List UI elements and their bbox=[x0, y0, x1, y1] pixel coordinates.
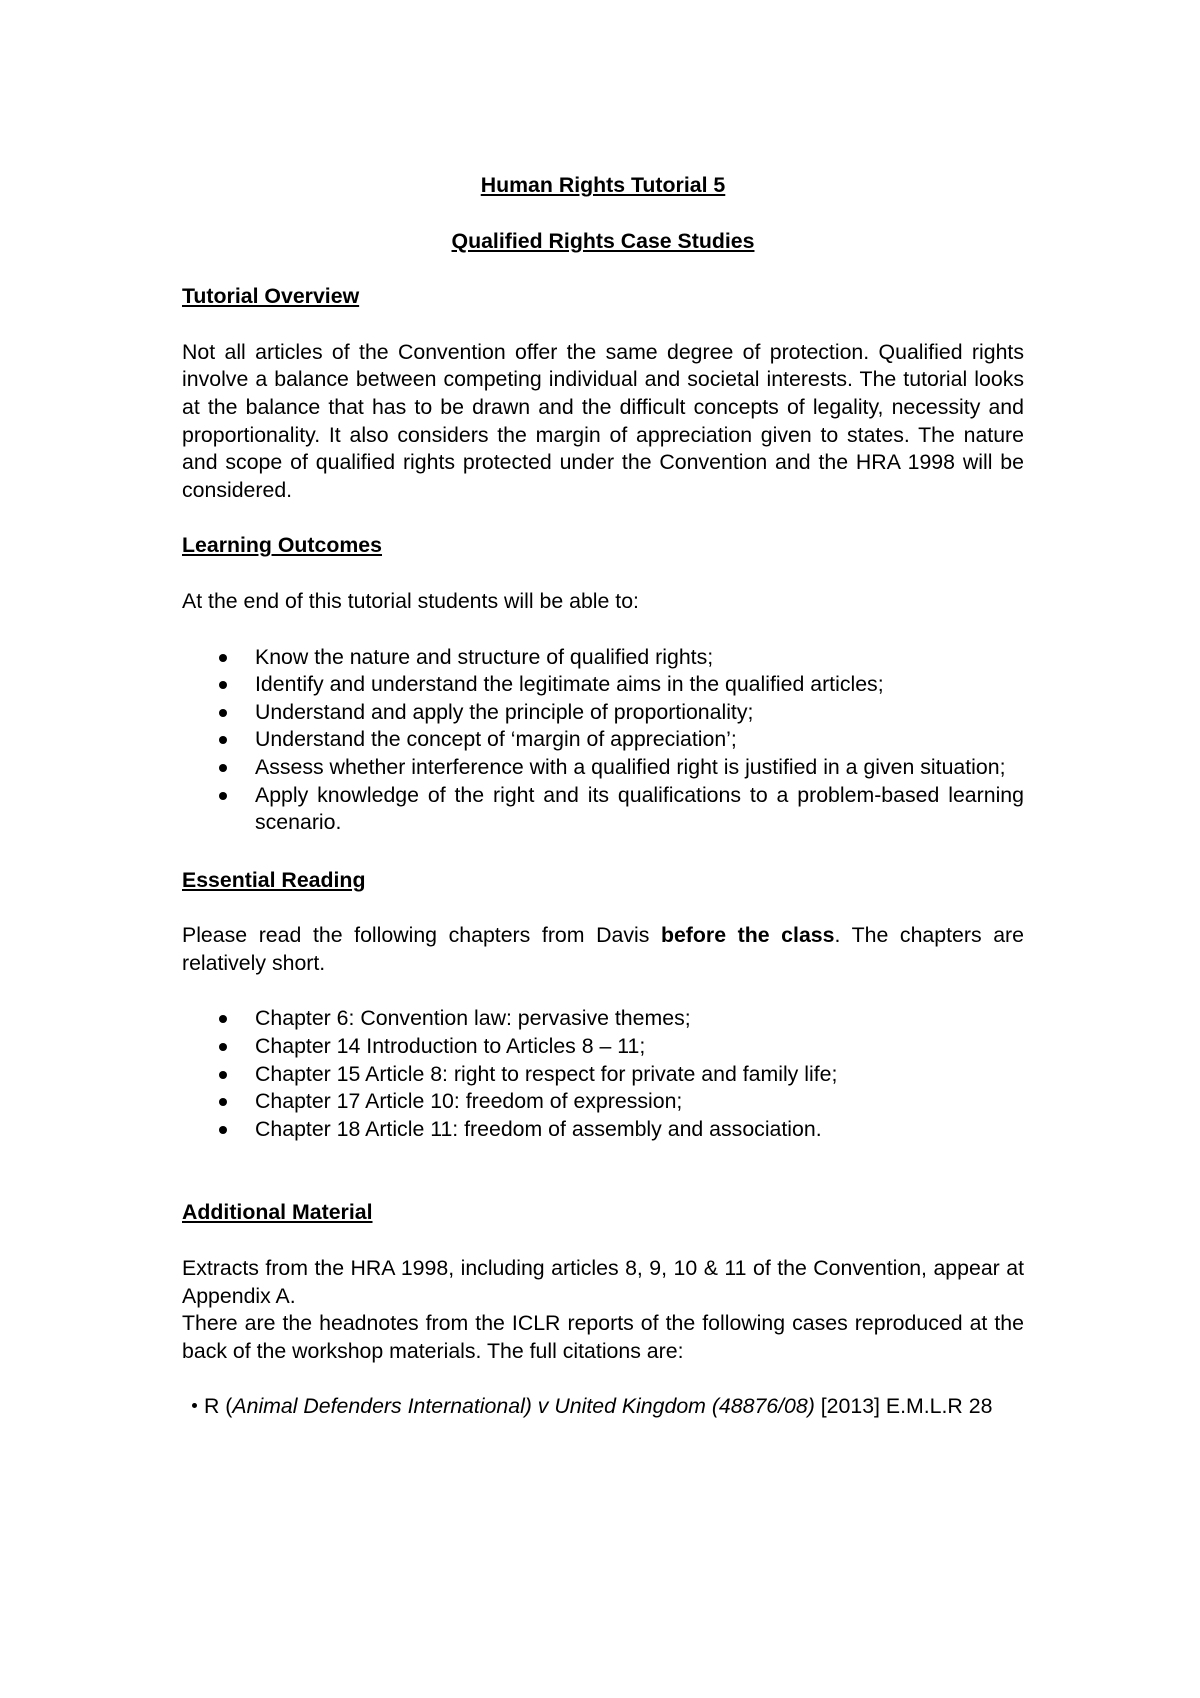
list-item: Know the nature and structure of qualified rights; bbox=[182, 644, 1024, 672]
outcomes-intro: At the end of this tutorial students will be able to: bbox=[182, 588, 639, 613]
bullet-icon bbox=[219, 1043, 227, 1051]
outcomes-list bbox=[182, 644, 1024, 837]
document-content bbox=[182, 172, 1024, 1421]
bullet-icon bbox=[219, 792, 227, 800]
additional-heading: Additional Material bbox=[182, 1200, 373, 1225]
overview-paragraph: Not all articles of the Convention offer the same degree of protection. Qualified rights involve a balance between competing individual and societal interests. The tutorial looks at the balance that has to be drawn and the difficult concepts of legality, necessity and proportionality. It also considers the margin of appreciation given to states. The nature and scope of qualified rights protected under the Convention and the HRA 1998 will be considered. bbox=[182, 339, 1024, 502]
reading-emphasis: before the class bbox=[660, 923, 835, 948]
list-item: Understand and apply the principle of proportionality; bbox=[182, 699, 1024, 727]
list-item: Chapter 17 Article 10: freedom of expression; bbox=[182, 1088, 1024, 1116]
bullet-icon bbox=[219, 1098, 227, 1106]
list-item: Apply knowledge of the right and its qualifications to a problem-based learning scenario. bbox=[182, 782, 1024, 837]
additional-paragraph-1: Extracts from the HRA 1998, including articles 8, 9, 10 & 11 of the Convention, appear at Appendix A. bbox=[182, 1256, 1024, 1308]
bullet-icon bbox=[219, 736, 227, 744]
list-item: Chapter 14 Introduction to Articles 8 – 11; bbox=[182, 1033, 1024, 1061]
bullet-icon bbox=[219, 654, 227, 662]
list-item: Chapter 18 Article 11: freedom of assembly and association. bbox=[182, 1116, 1024, 1144]
additional-paragraph-2: There are the headnotes from the ICLR reports of the following cases reproduced at the back of the workshop materials. The full citations are: bbox=[182, 1311, 1024, 1363]
bullet-icon bbox=[219, 1071, 227, 1079]
bullet-icon bbox=[219, 764, 227, 772]
reading-list bbox=[182, 1005, 1024, 1143]
outcomes-heading: Learning Outcomes bbox=[182, 533, 382, 558]
document-subtitle: Qualified Rights Case Studies bbox=[451, 228, 755, 253]
bullet-icon bbox=[192, 1403, 197, 1408]
overview-heading: Tutorial Overview bbox=[182, 284, 360, 309]
list-item: Identify and understand the legitimate aims in the qualified articles; bbox=[182, 671, 1024, 699]
reading-heading: Essential Reading bbox=[182, 867, 366, 892]
reading-intro: Please read the following chapters from Davis before the class. The chapters are relatively short. bbox=[182, 923, 1024, 975]
bullet-icon bbox=[219, 1126, 227, 1134]
document-title: Human Rights Tutorial 5 bbox=[480, 173, 726, 197]
list-item: Assess whether interference with a qualified right is justified in a given situation; bbox=[182, 754, 1024, 782]
list-item: Chapter 6: Convention law: pervasive themes; bbox=[182, 1005, 1024, 1033]
bullet-icon bbox=[219, 681, 227, 689]
case-name: Animal Defenders International) v United Kingdom (48876/08) bbox=[232, 1394, 815, 1419]
list-item: Understand the concept of ‘margin of appreciation’; bbox=[182, 726, 1024, 754]
bullet-icon bbox=[219, 709, 227, 717]
bullet-icon bbox=[219, 1015, 227, 1023]
case-citation: R (Animal Defenders International) v United Kingdom (48876/08) [2013] E.M.L.R 28 bbox=[182, 1393, 1024, 1421]
list-item: Chapter 15 Article 8: right to respect for private and family life; bbox=[182, 1061, 1024, 1089]
